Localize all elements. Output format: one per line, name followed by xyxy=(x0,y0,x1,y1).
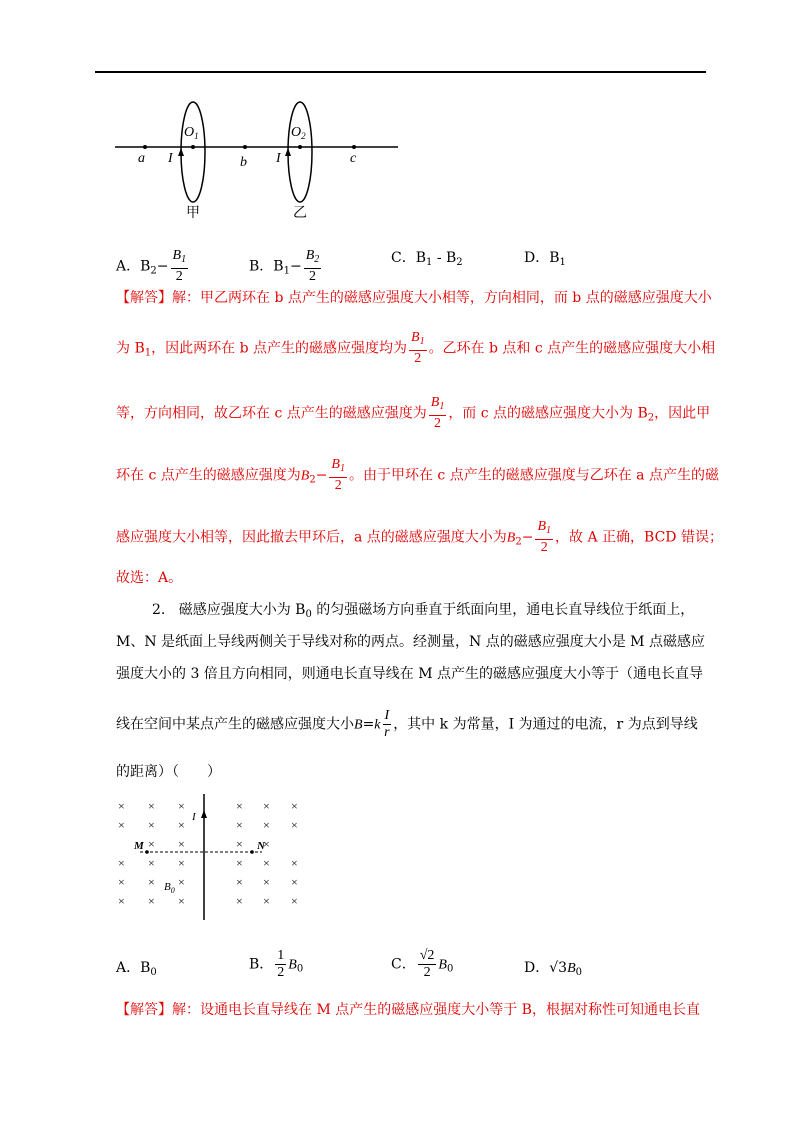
label-c: c xyxy=(350,151,357,166)
figure-two-rings xyxy=(110,90,410,225)
field-cross: × xyxy=(263,837,270,851)
field-cross: × xyxy=(178,799,185,813)
field-crosses xyxy=(118,799,298,908)
field-cross: × xyxy=(148,818,155,832)
field-cross: × xyxy=(236,837,243,851)
label-jia: 甲 xyxy=(186,206,200,221)
center-o2-dot xyxy=(298,145,302,149)
field-cross: × xyxy=(148,799,155,813)
field-cross: × xyxy=(263,818,270,832)
answer1-line5: 感应强度大小相等，因此撤去甲环后，a 点的磁感应强度大小为$B_2-$ $\frac{B_1}{2}$ ，故 A 正确，BCD 错误； xyxy=(116,519,723,555)
label-n: N xyxy=(257,840,265,852)
label-m: M xyxy=(134,840,144,852)
figure-magnetic-field xyxy=(112,792,302,922)
option-b: B．$B_1-$ $\frac{B_2}{2}$ xyxy=(249,248,320,284)
q1-options xyxy=(116,240,716,284)
label-o2: $O_2$ xyxy=(291,125,306,141)
field-cross: × xyxy=(148,856,155,870)
q2-line5: 的距离）（ ） xyxy=(116,764,221,780)
q2-option-d: D．$√3B_0$ xyxy=(524,960,582,978)
field-cross: × xyxy=(263,799,270,813)
wire-current-arrow xyxy=(201,810,207,818)
q2-options xyxy=(116,948,716,988)
answer1-line3: 等，方向相同，故乙环在 c 点产生的磁感应强度为 $\frac{B_1}{2}$ ，而 c 点的磁感应强度大小为 $B_2$，因此甲 xyxy=(116,395,711,431)
q2-line4: 线在空间中某点产生的磁感应强度大小B=k $\frac{I}{r}$ ，其中 k 为常量，I 为通过的电流，r 为点到导线 xyxy=(116,708,698,740)
field-cross: × xyxy=(178,856,185,870)
field-cross: × xyxy=(236,856,243,870)
answer1-line2: 为 $B_1$，因此两环在 b 点产生的磁感应强度均为 $\frac{B_1}{2}$ 。乙环在 b 点和 c 点产生的磁感应强度大小相 xyxy=(116,330,716,366)
q2-number: 2. xyxy=(152,602,166,618)
label-b0: $B_0$ xyxy=(164,881,175,895)
point-b-dot xyxy=(243,145,247,149)
label-yi: 乙 xyxy=(293,206,307,221)
label-o1: $O_1$ xyxy=(184,125,199,141)
field-cross: × xyxy=(118,818,125,832)
field-cross: × xyxy=(263,875,270,889)
field-cross: × xyxy=(118,875,125,889)
answer1-line6: 故选：A。 xyxy=(116,570,183,586)
field-cross: × xyxy=(263,856,270,870)
label-a: a xyxy=(138,151,145,166)
field-cross: × xyxy=(178,837,185,851)
field-cross: × xyxy=(178,875,185,889)
field-cross: × xyxy=(291,875,298,889)
q2-option-a: A．$B_0$ xyxy=(116,960,157,978)
field-cross: × xyxy=(178,818,185,832)
header-rule xyxy=(95,71,706,73)
point-n-dot xyxy=(250,850,254,854)
field-cross: × xyxy=(236,818,243,832)
field-cross: × xyxy=(291,799,298,813)
ring-jia xyxy=(181,102,205,202)
point-a-dot xyxy=(143,145,147,149)
field-cross: × xyxy=(291,856,298,870)
field-cross: × xyxy=(118,856,125,870)
field-cross: × xyxy=(178,894,185,908)
q2-line1: 2. 磁感应强度大小为 $B_0$ 的匀强磁场方向垂直于纸面向里，通电长直导线位于纸面上， xyxy=(152,602,695,620)
field-cross: × xyxy=(148,875,155,889)
field-cross: × xyxy=(291,818,298,832)
field-cross: × xyxy=(148,837,155,851)
field-cross: × xyxy=(236,875,243,889)
field-cross: × xyxy=(291,894,298,908)
label-i-2: I xyxy=(276,151,281,166)
q2-line2: M、N 是纸面上导线两侧关于导线对称的两点。经测量，N 点的磁感应强度大小是 M 点磁感应 xyxy=(116,634,705,650)
label-b: b xyxy=(240,155,247,170)
current-arrow-1 xyxy=(178,148,184,156)
field-cross: × xyxy=(236,894,243,908)
answer1-line4: 环在 c 点产生的磁感应强度为$B_2-$ $\frac{B_1}{2}$ 。由于甲环在 c 点产生的磁感应强度与乙环在 a 点产生的磁 xyxy=(116,457,719,493)
label-wire-i: I xyxy=(192,811,196,823)
center-o1-dot xyxy=(191,145,195,149)
answer1-line1: 【解答】解：甲乙两环在 b 点产生的磁感应强度大小相等，方向相同，而 b 点的磁感应强度大小 xyxy=(116,290,712,306)
q2-option-c: C． $\frac{√2}{2}$ $B_0$ xyxy=(391,948,454,980)
ring-yi xyxy=(288,102,312,202)
option-d: D．$B_1$ xyxy=(524,250,566,268)
field-cross: × xyxy=(236,799,243,813)
option-c: C．$B_1 - B_2$ xyxy=(391,250,463,268)
field-cross: × xyxy=(263,894,270,908)
field-cross: × xyxy=(118,799,125,813)
point-m-dot xyxy=(145,850,149,854)
q2-line3: 强度大小的 3 倍且方向相同，则通电长直导线在 M 点产生的磁感应强度大小等于（通电长直导 xyxy=(116,666,704,682)
field-cross: × xyxy=(118,894,125,908)
answer2-line1: 【解答】解：设通电长直导线在 M 点产生的磁感应强度大小等于 B，根据对称性可知通电长直 xyxy=(116,1002,700,1018)
current-arrow-2 xyxy=(285,148,291,156)
option-a: A．$B_2-$ $\frac{B_1}{2}$ xyxy=(116,248,187,284)
label-i-1: I xyxy=(168,151,173,166)
field-cross: × xyxy=(148,894,155,908)
point-c-dot xyxy=(352,145,356,149)
q2-option-b: B． $\frac{1}{2}$ $B_0$ xyxy=(249,948,304,980)
